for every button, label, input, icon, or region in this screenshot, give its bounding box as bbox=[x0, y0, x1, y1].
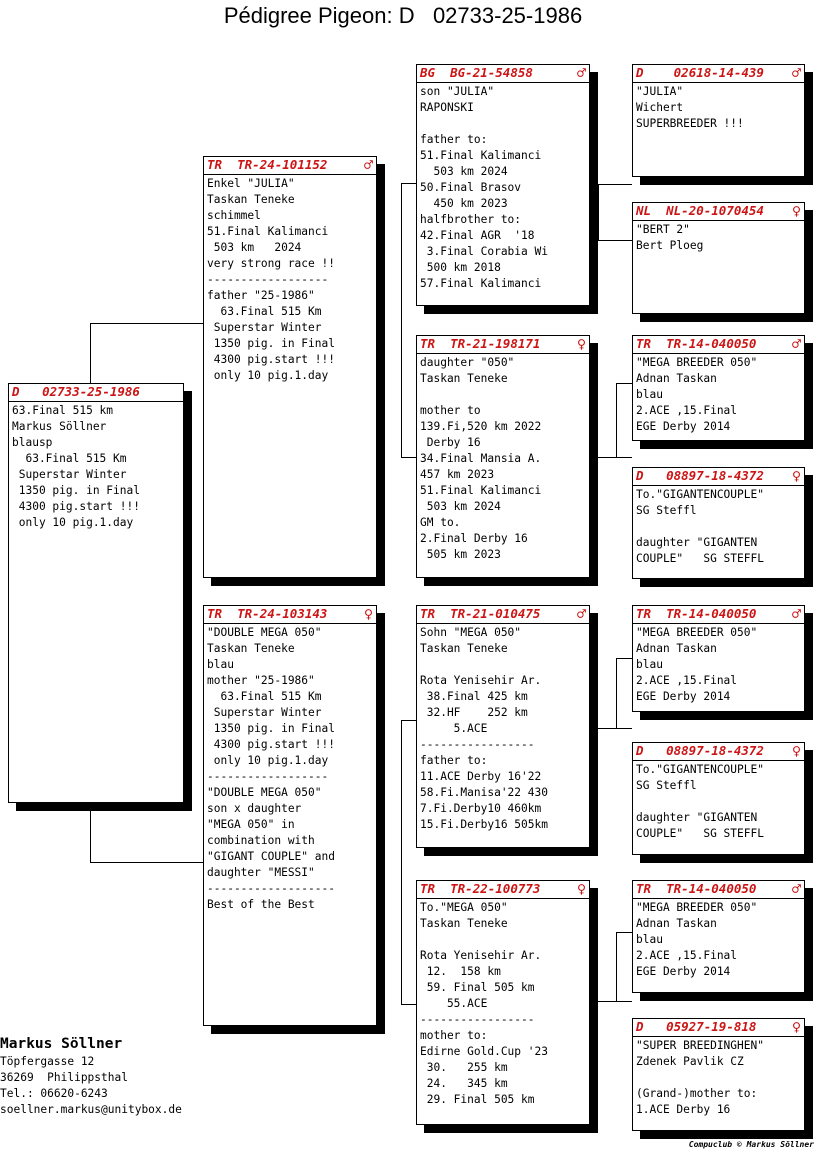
card-line: 51.Final Kalimanci bbox=[420, 149, 542, 162]
card-line: "MEGA BREEDER 050" bbox=[636, 901, 758, 914]
card-line: 59. Final 505 km bbox=[420, 981, 535, 994]
card-line: 500 km 2018 bbox=[420, 261, 501, 274]
connector bbox=[616, 383, 632, 384]
connector bbox=[90, 323, 204, 324]
card-line: EGE Derby 2014 bbox=[636, 965, 731, 978]
card-body bbox=[417, 898, 589, 1108]
card-line: father to: bbox=[420, 754, 488, 767]
card-body bbox=[633, 353, 804, 435]
country-code: TR bbox=[636, 336, 652, 351]
card-line: 29. Final 505 km bbox=[420, 1093, 535, 1106]
card-line: 50.Final Brasov bbox=[420, 181, 522, 194]
pigeon-card-fmf bbox=[632, 335, 805, 441]
card-line: "JULIA" bbox=[636, 85, 684, 98]
card-line: "MEGA BREEDER 050" bbox=[636, 626, 758, 639]
ring-number: TR-14-040050 bbox=[666, 606, 757, 621]
female-icon: ♀ bbox=[791, 1017, 801, 1036]
card-line: 503 km 2024 bbox=[420, 500, 501, 513]
card-line: ----------------- bbox=[420, 738, 535, 751]
card-line: 503 km 2024 bbox=[207, 241, 302, 254]
female-icon: ♀ bbox=[363, 604, 373, 623]
connector bbox=[598, 184, 599, 241]
card-line: daughter "050" bbox=[420, 356, 515, 369]
card-line: 2.ACE ,15.Final bbox=[636, 404, 738, 417]
card-line: 1350 pig. in Final bbox=[12, 484, 140, 497]
card-body bbox=[633, 82, 804, 132]
connector bbox=[90, 862, 204, 863]
card-line: Superstar Winter bbox=[207, 321, 322, 334]
country-code: TR bbox=[207, 606, 223, 621]
card-line: EGE Derby 2014 bbox=[636, 690, 731, 703]
card-line bbox=[420, 116, 586, 132]
ring-number: 02733-25-1986 bbox=[42, 384, 140, 399]
card-line bbox=[636, 1070, 801, 1086]
card-line: daughter "GIGANTEN bbox=[636, 811, 758, 824]
card-line: Markus Söllner bbox=[12, 420, 107, 433]
card-header bbox=[417, 65, 589, 80]
card-header bbox=[9, 384, 183, 399]
card-line: blausp bbox=[12, 436, 53, 449]
connector bbox=[90, 323, 91, 384]
card-line: To."GIGANTENCOUPLE" bbox=[636, 488, 764, 501]
card-line: 1.ACE Derby 16 bbox=[636, 1103, 731, 1116]
card-line: 63.Final 515 Km bbox=[207, 690, 322, 703]
card-body bbox=[633, 623, 804, 705]
female-icon: ♀ bbox=[576, 334, 586, 353]
card-line: Taskan Teneke bbox=[207, 193, 295, 206]
pigeon-card-paternal-grandfather bbox=[416, 64, 590, 306]
male-icon: ♂ bbox=[791, 63, 801, 82]
card-body bbox=[633, 898, 804, 980]
card-body bbox=[633, 220, 804, 254]
card-line: son x daughter bbox=[207, 802, 302, 815]
connector bbox=[598, 240, 632, 241]
card-line: father "25-1986" bbox=[207, 289, 315, 302]
country-code: TR bbox=[420, 881, 436, 896]
card-body bbox=[417, 82, 589, 292]
card-line: 63.Final 515 Km bbox=[207, 305, 322, 318]
card-line: only 10 pig.1.day bbox=[12, 516, 134, 529]
pigeon-card-ffm bbox=[632, 202, 805, 314]
card-line: daughter "GIGANTEN bbox=[636, 536, 758, 549]
country-code: D bbox=[636, 1019, 644, 1034]
card-line: Wichert bbox=[636, 101, 684, 114]
card-line: ------------------- bbox=[207, 882, 335, 895]
owner-name: Markus Söllner bbox=[0, 1036, 123, 1052]
card-line: 5.ACE bbox=[420, 722, 488, 735]
card-line: COUPLE" SG STEFFL bbox=[636, 552, 764, 565]
card-line: 4300 pig.start !!! bbox=[207, 738, 335, 751]
card-line: mother to bbox=[420, 404, 481, 417]
card-line: 450 km 2023 bbox=[420, 197, 508, 210]
card-line: 457 km 2023 bbox=[420, 468, 495, 481]
ring-number: 02618-14-439 bbox=[673, 65, 764, 80]
pigeon-card-mother bbox=[203, 605, 377, 1026]
pigeon-card-fmm bbox=[632, 467, 805, 579]
card-line: SUPERBREEDER !!! bbox=[636, 117, 744, 130]
ring-number: 08897-18-4372 bbox=[666, 468, 764, 483]
connector bbox=[616, 457, 632, 458]
card-line: combination with bbox=[207, 834, 315, 847]
card-line: Adnan Taskan bbox=[636, 642, 717, 655]
card-line: (Grand-)mother to: bbox=[636, 1087, 758, 1100]
country-code: BG bbox=[420, 65, 436, 80]
card-header bbox=[417, 881, 589, 896]
card-line: 15.Fi.Derby16 505km bbox=[420, 818, 548, 831]
page-title: Pédigree Pigeon: D 02733-25-1986 bbox=[223, 3, 583, 28]
country-code: NL bbox=[636, 203, 652, 218]
card-line: GM to. bbox=[420, 516, 461, 529]
card-line: "SUPER BREEDINGHEN" bbox=[636, 1039, 764, 1052]
country-code: TR bbox=[420, 606, 436, 621]
pigeon-card-subject bbox=[8, 383, 184, 803]
card-line: 24. 345 km bbox=[420, 1077, 508, 1090]
male-icon: ♂ bbox=[791, 604, 801, 623]
male-icon: ♂ bbox=[791, 334, 801, 353]
owner-street: Töpfergasse 12 bbox=[0, 1055, 95, 1068]
ring-number: BG-21-54858 bbox=[450, 65, 533, 80]
card-body bbox=[633, 1036, 804, 1118]
card-line: EGE Derby 2014 bbox=[636, 420, 731, 433]
card-line: 34.Final Mansia A. bbox=[420, 452, 542, 465]
card-line: Rota Yenisehir Ar. bbox=[420, 949, 542, 962]
card-line: "DOUBLE MEGA 050" bbox=[207, 786, 322, 799]
card-line: schimmel bbox=[207, 209, 261, 222]
connector bbox=[616, 932, 632, 933]
card-header bbox=[633, 1019, 804, 1034]
ring-number: TR-14-040050 bbox=[666, 881, 757, 896]
pigeon-card-father bbox=[203, 156, 377, 578]
card-header bbox=[204, 606, 376, 621]
card-line: 1350 pig. in Final bbox=[207, 722, 335, 735]
card-line: 38.Final 425 km bbox=[420, 690, 528, 703]
connector bbox=[401, 720, 402, 1005]
country-code: TR bbox=[207, 157, 223, 172]
connector bbox=[616, 932, 617, 1002]
card-line: 139.Fi,520 km 2022 bbox=[420, 420, 542, 433]
card-line: Adnan Taskan bbox=[636, 372, 717, 385]
ring-number: 08897-18-4372 bbox=[666, 743, 764, 758]
card-line: COUPLE" SG STEFFL bbox=[636, 827, 764, 840]
connector bbox=[401, 183, 417, 184]
card-line: mother to: bbox=[420, 1029, 488, 1042]
connector bbox=[401, 183, 402, 458]
pigeon-card-mmf bbox=[632, 880, 805, 993]
card-line: 51.Final Kalimanci bbox=[207, 225, 329, 238]
card-line: blau bbox=[636, 933, 663, 946]
card-line bbox=[420, 932, 586, 948]
card-line: blau bbox=[636, 658, 663, 671]
female-icon: ♀ bbox=[791, 201, 801, 220]
owner-city: 36269 Philippsthal bbox=[0, 1071, 128, 1084]
pigeon-card-mfm bbox=[632, 742, 805, 855]
ring-number: TR-24-103143 bbox=[237, 606, 328, 621]
card-line: 4300 pig.start !!! bbox=[207, 353, 335, 366]
card-line: only 10 pig.1.day bbox=[207, 369, 329, 382]
card-line: 4300 pig.start !!! bbox=[12, 500, 140, 513]
country-code: D bbox=[636, 65, 644, 80]
card-line: 11.ACE Derby 16'22 bbox=[420, 770, 542, 783]
card-header bbox=[633, 336, 804, 351]
pigeon-card-maternal-grandmother bbox=[416, 880, 590, 1125]
ring-number: TR-21-198171 bbox=[450, 336, 541, 351]
card-line: 2.Final Derby 16 bbox=[420, 532, 528, 545]
card-line: Taskan Teneke bbox=[420, 642, 508, 655]
ring-number: TR-22-100773 bbox=[450, 881, 541, 896]
card-header bbox=[633, 65, 804, 80]
card-line: Taskan Teneke bbox=[420, 917, 508, 930]
card-line: father to: bbox=[420, 133, 488, 146]
country-code: D bbox=[636, 468, 644, 483]
card-line: 57.Final Kalimanci bbox=[420, 277, 542, 290]
ring-number: NL-20-1070454 bbox=[666, 203, 764, 218]
pigeon-card-paternal-grandmother bbox=[416, 335, 590, 578]
card-line: ------------------ bbox=[207, 770, 329, 783]
country-code: TR bbox=[636, 606, 652, 621]
card-line: 1350 pig. in Final bbox=[207, 337, 335, 350]
card-body bbox=[633, 485, 804, 567]
card-line: SG Steffl bbox=[636, 504, 697, 517]
card-body bbox=[417, 623, 589, 833]
connector bbox=[616, 383, 617, 457]
card-line: To."MEGA 050" bbox=[420, 901, 508, 914]
female-icon: ♀ bbox=[791, 741, 801, 760]
ring-number: 05927-19-818 bbox=[666, 1019, 757, 1034]
card-line: 63.Final 515 km bbox=[12, 404, 114, 417]
card-line: "MEGA 050" in bbox=[207, 818, 295, 831]
card-line: Sohn "MEGA 050" bbox=[420, 626, 522, 639]
owner-email: soellner.markus@unitybox.de bbox=[0, 1103, 182, 1116]
pigeon-card-mmm bbox=[632, 1018, 805, 1131]
card-line: Enkel "JULIA" bbox=[207, 177, 295, 190]
card-line: ----------------- bbox=[420, 1013, 535, 1026]
card-line: SG Steffl bbox=[636, 779, 697, 792]
card-line: 3.Final Corabia Wi bbox=[420, 245, 548, 258]
connector bbox=[598, 184, 632, 185]
connector bbox=[401, 720, 417, 721]
card-header bbox=[633, 203, 804, 218]
card-line: only 10 pig.1.day bbox=[207, 754, 329, 767]
male-icon: ♂ bbox=[791, 879, 801, 898]
card-line: Adnan Taskan bbox=[636, 917, 717, 930]
male-icon: ♂ bbox=[576, 604, 586, 623]
card-line bbox=[636, 519, 801, 535]
card-body bbox=[633, 760, 804, 842]
card-line: daughter "MESSI" bbox=[207, 866, 315, 879]
card-line: 503 km 2024 bbox=[420, 165, 508, 178]
card-line: halfbrother to: bbox=[420, 213, 522, 226]
female-icon: ♀ bbox=[791, 466, 801, 485]
card-line: Superstar Winter bbox=[12, 468, 127, 481]
country-code: TR bbox=[636, 881, 652, 896]
card-line: ------------------ bbox=[207, 273, 329, 286]
card-line: blau bbox=[636, 388, 663, 401]
card-line: "BERT 2" bbox=[636, 223, 690, 236]
ring-number: TR-21-010475 bbox=[450, 606, 541, 621]
owner-phone: Tel.: 06620-6243 bbox=[0, 1087, 108, 1100]
connector bbox=[401, 1004, 417, 1005]
pigeon-card-maternal-grandfather bbox=[416, 605, 590, 848]
card-line: Taskan Teneke bbox=[207, 642, 295, 655]
owner-address bbox=[0, 1034, 182, 1118]
card-header bbox=[417, 606, 589, 621]
card-line: son "JULIA" bbox=[420, 85, 495, 98]
connector bbox=[90, 810, 91, 863]
card-header bbox=[417, 336, 589, 351]
card-body bbox=[9, 401, 183, 531]
card-line: 51.Final Kalimanci bbox=[420, 484, 542, 497]
card-line: RAPONSKI bbox=[420, 101, 474, 114]
card-line: "GIGANT COUPLE" and bbox=[207, 850, 335, 863]
card-body bbox=[204, 623, 376, 913]
pigeon-card-mff bbox=[632, 605, 805, 712]
connector bbox=[616, 658, 632, 659]
ring-number: TR-24-101152 bbox=[237, 157, 328, 172]
card-body bbox=[417, 353, 589, 563]
card-line: Taskan Teneke bbox=[420, 372, 508, 385]
pigeon-card-fff bbox=[632, 64, 805, 177]
country-code: D bbox=[12, 384, 20, 399]
connector bbox=[401, 457, 417, 458]
card-line: Edirne Gold.Cup '23 bbox=[420, 1045, 548, 1058]
card-header bbox=[204, 157, 376, 172]
card-line: 12. 158 km bbox=[420, 965, 501, 978]
card-line: To."GIGANTENCOUPLE" bbox=[636, 763, 764, 776]
card-line: Rota Yenisehir Ar. bbox=[420, 674, 542, 687]
card-line: 505 km 2023 bbox=[420, 548, 501, 561]
male-icon: ♂ bbox=[363, 155, 373, 174]
card-header bbox=[633, 881, 804, 896]
connector bbox=[598, 728, 632, 729]
connector bbox=[616, 658, 617, 729]
connector bbox=[598, 1001, 632, 1002]
country-code: TR bbox=[420, 336, 436, 351]
card-line: 7.Fi.Derby10 460km bbox=[420, 802, 542, 815]
card-line: 63.Final 515 Km bbox=[12, 452, 127, 465]
card-line bbox=[420, 657, 586, 673]
card-line: Bert Ploeg bbox=[636, 239, 704, 252]
card-line: "MEGA BREEDER 050" bbox=[636, 356, 758, 369]
card-line: 58.Fi.Manisa'22 430 bbox=[420, 786, 548, 799]
male-icon: ♂ bbox=[576, 63, 586, 82]
card-line bbox=[420, 387, 586, 403]
country-code: D bbox=[636, 743, 644, 758]
card-line: 30. 255 km bbox=[420, 1061, 508, 1074]
female-icon: ♀ bbox=[576, 879, 586, 898]
card-line: 32.HF 252 km bbox=[420, 706, 528, 719]
card-line: 42.Final AGR '18 bbox=[420, 229, 535, 242]
card-line: 2.ACE ,15.Final bbox=[636, 949, 738, 962]
card-body bbox=[204, 174, 376, 384]
card-line: Best of the Best bbox=[207, 898, 315, 911]
card-line bbox=[636, 794, 801, 810]
card-line: Zdenek Pavlik CZ bbox=[636, 1055, 744, 1068]
card-line: blau bbox=[207, 658, 234, 671]
card-line: very strong race !! bbox=[207, 257, 335, 270]
ring-number: TR-14-040050 bbox=[666, 336, 757, 351]
card-header bbox=[633, 606, 804, 621]
card-line: mother "25-1986" bbox=[207, 674, 315, 687]
card-header bbox=[633, 743, 804, 758]
card-line: Superstar Winter bbox=[207, 706, 322, 719]
card-line: 2.ACE ,15.Final bbox=[636, 674, 738, 687]
copyright-note: Compuclub © Markus Söllner bbox=[688, 1140, 814, 1149]
card-line: "DOUBLE MEGA 050" bbox=[207, 626, 322, 639]
card-line: 55.ACE bbox=[420, 997, 488, 1010]
card-line: Derby 16 bbox=[420, 436, 481, 449]
card-header bbox=[633, 468, 804, 483]
